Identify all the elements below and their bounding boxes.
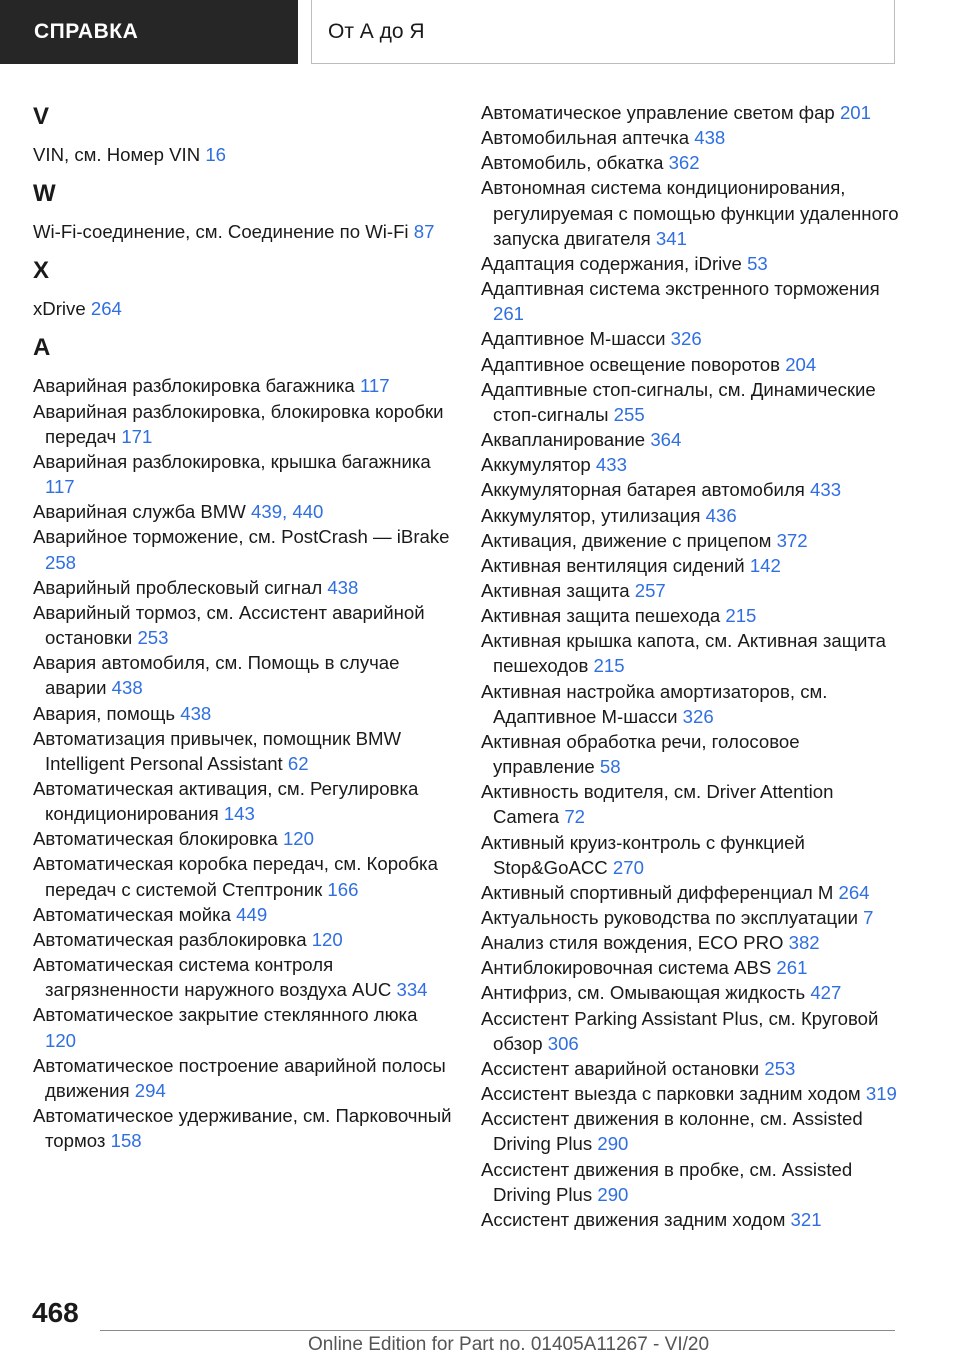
index-letter-heading: X (33, 257, 50, 285)
index-entry (481, 1056, 901, 1081)
index-column-left (33, 100, 453, 1153)
index-entry (33, 600, 453, 650)
index-entry (481, 452, 901, 477)
index-entry-text: Ассистент движения в колонне, см. Assisted Driving Plus (481, 1108, 863, 1155)
index-entry-text: Активный круиз-контроль с функцией Stop&GoACC (481, 831, 805, 878)
index-entry-pages[interactable]: 253 (137, 627, 169, 649)
index-entry-text: Активная крышка капота, см. Активная защита пешеходов (481, 630, 887, 677)
index-entry-pages[interactable]: 53 (747, 252, 768, 274)
index-entry (481, 553, 901, 578)
index-entry-pages[interactable]: 438 (111, 677, 143, 699)
index-entry-text: Автоматическое удерживание, см. Парковочный тормоз (33, 1105, 452, 1152)
index-entry-pages[interactable]: 294 (134, 1079, 166, 1101)
index-column-right (481, 100, 901, 1232)
index-entry (481, 905, 901, 930)
index-entry-text: Автоматическая активация, см. Регулировка кондиционирования (33, 777, 419, 825)
index-entry-pages[interactable]: 87 (413, 221, 435, 243)
index-entry (481, 578, 901, 603)
index-entry-text: Активная настройка амортизаторов, см. Адаптивное М-шасси (481, 680, 828, 727)
index-entry (481, 830, 901, 880)
index-entry-text: Активная защита (481, 579, 635, 601)
index-entry-pages[interactable]: 120 (311, 928, 343, 950)
index-entry-text: Аккумуляторная батарея автомобиля (481, 479, 811, 501)
index-entry-pages[interactable]: 201 (839, 102, 871, 123)
index-entry-pages[interactable]: 143 (223, 803, 255, 825)
index-entry-pages[interactable]: 264 (90, 298, 122, 320)
index-entry (33, 373, 453, 398)
index-entry-text: Автомобильная аптечка (481, 127, 695, 149)
index-entry (33, 142, 453, 167)
index-entry-text: Актуальность руководства по эксплуатации (481, 907, 864, 928)
index-entry-pages[interactable]: 215 (593, 655, 625, 677)
index-entry-text: Активность водителя, см. Driver Attention Camera (481, 781, 834, 828)
index-entry-pages[interactable]: 334 (396, 979, 428, 1001)
index-entry-text: Активация, движение с прицепом (481, 529, 777, 551)
footer-divider (100, 1330, 895, 1331)
index-entry-pages[interactable]: 438 (327, 576, 359, 598)
index-entry-text: Антифриз, см. Омывающая жидкость (481, 982, 811, 1004)
index-entry-pages[interactable]: 120 (45, 1029, 77, 1051)
index-entry-pages[interactable]: 171 (121, 425, 153, 447)
index-entry-pages[interactable]: 7 (863, 907, 874, 928)
index-entry-pages[interactable]: 257 (634, 579, 666, 601)
index-entry-pages[interactable]: 215 (725, 605, 757, 627)
index-entry-text: Аквапланирование (481, 429, 651, 451)
index-entry-text: Адаптация содержания, iDrive (481, 252, 748, 274)
index-entry-pages[interactable]: 117 (45, 476, 75, 498)
index-entry-text: Автоматическое управление светом фар (481, 102, 840, 123)
index-entry-text: Антиблокировочная система ABS (481, 957, 777, 979)
index-letter-heading: А (33, 334, 51, 362)
index-entry-pages[interactable]: 258 (45, 551, 77, 573)
subsection-tab[interactable]: От А до Я (311, 0, 895, 64)
index-entry (33, 399, 453, 449)
index-entry-pages[interactable]: 158 (110, 1130, 142, 1152)
index-entry-pages[interactable]: 58 (599, 756, 621, 778)
index-entry-text: Автоматическая коробка передач, см. Коробка передач с системой Стептроник (33, 853, 438, 900)
index-entry (33, 575, 453, 600)
index-entry-text: Активная обработка речи, голосовое управление (481, 730, 800, 778)
index-entry-text: Адаптивные стоп-сигналы, см. Динамические стоп-сигналы (481, 378, 876, 425)
index-entry (481, 880, 901, 905)
index-entry (33, 296, 453, 321)
index-entry-text: Автономная система кондиционирования, регулируемая с помощью функции удаленного запуска двигателя (481, 177, 899, 249)
index-entry-pages[interactable]: 72 (564, 806, 585, 828)
index-entry-text: xDrive (33, 298, 91, 320)
index-entry (33, 449, 453, 499)
index-entry-text: Аварийная разблокировка, блокировка коробки передач (33, 400, 444, 447)
index-entry-text: Аварийный тормоз, см. Ассистент аварийной остановки (33, 601, 425, 649)
index-entry-pages[interactable]: 436 (705, 504, 737, 526)
index-entry (481, 100, 901, 125)
index-entry-pages[interactable]: 438 (694, 127, 726, 149)
index-entry (481, 930, 901, 955)
index-entry-text: VIN, см. Номер VIN (33, 144, 206, 165)
index-entry (33, 902, 453, 927)
index-entry-pages[interactable]: 433 (595, 454, 627, 476)
index-entry-pages[interactable]: 341 (655, 227, 687, 249)
index-entry-text: Автоматическая блокировка (33, 828, 283, 850)
index-entry-pages[interactable]: 306 (547, 1032, 579, 1054)
index-letter-heading: W (33, 180, 56, 208)
index-entry (33, 851, 453, 901)
index-entry (481, 276, 901, 326)
index-entry-text: Автоматическое построение аварийной полосы движения (33, 1054, 446, 1101)
index-entry (33, 219, 453, 244)
index-entry (33, 1103, 453, 1153)
index-entry (481, 1006, 901, 1056)
index-entry (33, 726, 453, 776)
index-entry-text: Авария автомобиля, см. Помощь в случае аварии (33, 652, 400, 699)
index-entry (33, 701, 453, 726)
index-entry-pages[interactable]: 449 (236, 903, 268, 925)
index-entry-text: Аккумулятор (481, 454, 596, 476)
index-entry-pages[interactable]: 204 (785, 353, 817, 375)
index-entry-text: Автоматическая разблокировка (33, 928, 312, 950)
index-entry-text: Автомобиль, обкатка (481, 152, 669, 174)
index-entry-text: Аварийный проблесковый сигнал (33, 576, 328, 598)
index-entry-text: Активный спортивный дифференциал M (481, 881, 839, 903)
index-entry-text: Аварийное торможение, см. PostCrash — iBrake (33, 526, 450, 548)
index-entry (481, 477, 901, 502)
index-entry-pages[interactable]: 382 (788, 932, 820, 954)
index-entry-text: Аккумулятор, утилизация (481, 504, 706, 526)
index-entry-pages[interactable]: 16 (205, 144, 226, 165)
index-entry-pages[interactable]: 362 (668, 152, 700, 174)
index-entry (481, 1106, 901, 1156)
index-entry (33, 650, 453, 700)
index-entry (481, 503, 901, 528)
index-entry-text: Ассистент аварийной остановки (481, 1057, 765, 1079)
index-entry-text: Автоматическое закрытие стеклянного люка (33, 1004, 418, 1026)
index-entry (481, 352, 901, 377)
index-entry (481, 1207, 901, 1232)
index-entry-text: Ассистент Parking Assistant Plus, см. Круговой обзор (481, 1007, 879, 1054)
index-entry (33, 1002, 453, 1052)
index-entry (33, 826, 453, 851)
index-entry-pages[interactable]: 62 (287, 752, 309, 774)
index-entry (481, 980, 901, 1005)
index-entry (481, 1157, 901, 1207)
index-entry-text: Активная защита пешехода (481, 605, 726, 627)
index-entry (33, 927, 453, 952)
index-entry (33, 499, 453, 524)
index-entry (481, 603, 901, 628)
index-entry-pages[interactable]: 427 (810, 982, 842, 1004)
index-entry-pages[interactable]: 290 (597, 1133, 629, 1155)
index-entry-text: Wi-Fi-соединение, см. Соединение по Wi-Fi (33, 221, 414, 243)
index-entry (33, 776, 453, 826)
index-entry-text: Анализ стиля вождения, ECO PRO (481, 932, 789, 954)
index-entry-pages[interactable]: 433 (810, 479, 842, 501)
index-entry-pages[interactable]: 319 (865, 1083, 897, 1105)
index-entry (481, 779, 901, 829)
page-number: 468 (32, 1297, 79, 1328)
index-entry (33, 524, 453, 574)
index-entry-text: Ассистент выезда с парковки задним ходом (481, 1083, 866, 1105)
index-entry-pages[interactable]: 290 (597, 1183, 629, 1205)
index-entry-text: Аварийная разблокировка, крышка багажника (33, 450, 431, 472)
index-entry-text: Ассистент движения в пробке, см. Assisted Driving Plus (481, 1158, 853, 1205)
index-entry (33, 1053, 453, 1103)
index-entry-text: Аварийная разблокировка багажника (33, 375, 360, 397)
index-letter-heading: V (33, 103, 50, 130)
index-entry-pages[interactable]: 142 (749, 554, 781, 576)
index-entry (33, 952, 453, 1002)
index-entry-pages[interactable]: 117 (359, 375, 390, 397)
index-entry-text: Автоматизация привычек, помощник BMW Intelligent Personal Assistant (33, 727, 402, 774)
index-entry-text: Автоматическая система контроля загрязненности наружного воздуха AUC (33, 954, 397, 1001)
index-entry-pages[interactable]: 261 (776, 957, 808, 979)
index-entry-pages[interactable]: 255 (613, 403, 645, 425)
index-entry-text: Адаптивное освещение поворотов (481, 353, 786, 375)
footer-edition: Online Edition for Part no. 01405A11267 - VI/20 (308, 1334, 710, 1355)
index-entry-text: Адаптивная система экстренного торможения (481, 278, 880, 300)
index-entry-pages[interactable]: 253 (764, 1057, 796, 1079)
index-entry (481, 955, 901, 980)
index-entry-pages[interactable]: 372 (776, 529, 808, 551)
index-entry (481, 679, 901, 729)
index-entry (481, 150, 901, 175)
index-entry-text: Аварийная служба BMW (33, 501, 252, 523)
index-entry (481, 125, 901, 150)
section-tab[interactable]: СПРАВКА (0, 0, 298, 64)
index-entry-pages[interactable]: 326 (682, 705, 714, 727)
index-entry (481, 1081, 901, 1106)
index-entry (481, 326, 901, 351)
index-entry (481, 175, 901, 250)
index-entry-pages[interactable]: 326 (670, 328, 702, 350)
index-entry-pages[interactable]: 166 (327, 878, 359, 900)
index-entry-text: Авария, помощь (33, 702, 181, 724)
index-entry (481, 628, 901, 678)
index-entry-text: Адаптивное М-шасси (481, 328, 671, 350)
index-entry-pages[interactable]: 439, 440 (251, 501, 324, 523)
index-entry (481, 729, 901, 779)
index-entry (481, 251, 901, 276)
index-entry-text: Ассистент движения задним ходом (481, 1208, 791, 1230)
index-entry-text: Автоматическая мойка (33, 903, 237, 925)
index-entry-pages[interactable]: 321 (790, 1208, 822, 1230)
index-entry-pages[interactable]: 270 (612, 856, 644, 878)
index-entry-text: Активная вентиляция сидений (481, 554, 750, 576)
index-entry (481, 528, 901, 553)
index-entry (481, 377, 901, 427)
index-entry-pages[interactable]: 264 (838, 881, 870, 903)
index-entry (481, 427, 901, 452)
index-entry-pages[interactable]: 438 (180, 702, 212, 724)
index-entry-pages[interactable]: 261 (493, 303, 525, 325)
index-entry-pages[interactable]: 364 (650, 429, 682, 451)
index-entry-pages[interactable]: 120 (282, 828, 314, 850)
